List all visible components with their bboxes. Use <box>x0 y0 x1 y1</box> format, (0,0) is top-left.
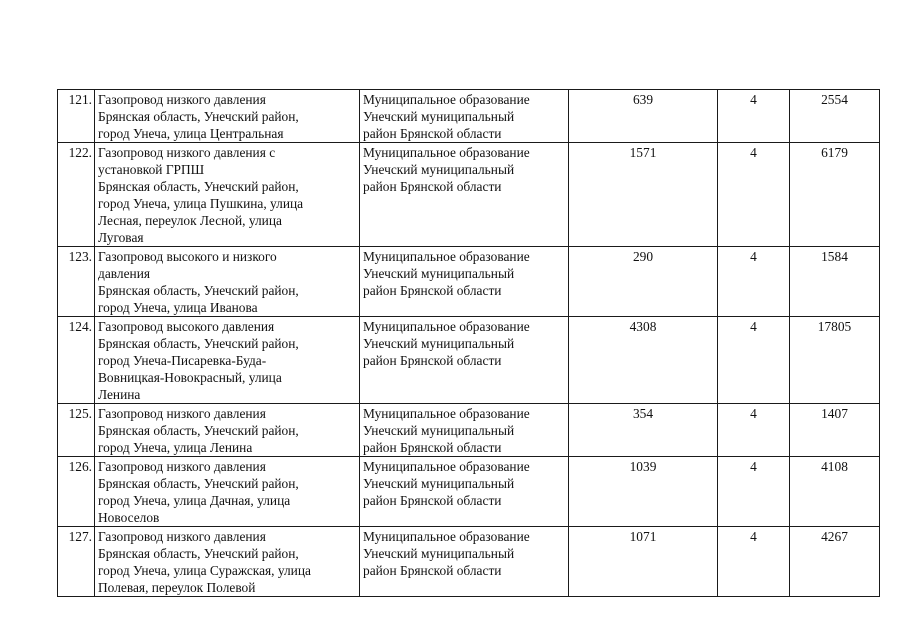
row-number: 121. <box>58 90 95 143</box>
length-value: 4308 <box>569 317 718 404</box>
row-number: 126. <box>58 457 95 527</box>
amount-value: 4267 <box>790 527 880 597</box>
table-row <box>58 317 880 404</box>
object-name: Газопровод низкого давления Брянская область, Унечский район, город Унеча, улица Суражская, улица Полевая, переулок Полевой <box>95 527 360 597</box>
table-row <box>58 247 880 317</box>
object-name: Газопровод низкого давления с установкой ГРПШ Брянская область, Унечский район, город Унеча, улица Пушкина, улица Лесная, переулок Лесной, улица Луговая <box>95 143 360 247</box>
length-value: 1039 <box>569 457 718 527</box>
object-name: Газопровод высокого давления Брянская область, Унечский район, город Унеча-Писаревка-Буда- Вовницкая-Новокрасный, улица Ленина <box>95 317 360 404</box>
count-value: 4 <box>718 404 790 457</box>
amount-value: 1407 <box>790 404 880 457</box>
count-value: 4 <box>718 90 790 143</box>
row-number: 125. <box>58 404 95 457</box>
amount-value: 1584 <box>790 247 880 317</box>
table-row <box>58 527 880 597</box>
table-row <box>58 404 880 457</box>
amount-value: 17805 <box>790 317 880 404</box>
owner: Муниципальное образование Унечский муниципальный район Брянской области <box>360 247 569 317</box>
row-number: 122. <box>58 143 95 247</box>
row-number: 123. <box>58 247 95 317</box>
length-value: 1571 <box>569 143 718 247</box>
owner: Муниципальное образование Унечский муниципальный район Брянской области <box>360 317 569 404</box>
owner: Муниципальное образование Унечский муниципальный район Брянской области <box>360 90 569 143</box>
length-value: 639 <box>569 90 718 143</box>
length-value: 1071 <box>569 527 718 597</box>
amount-value: 2554 <box>790 90 880 143</box>
count-value: 4 <box>718 143 790 247</box>
count-value: 4 <box>718 247 790 317</box>
count-value: 4 <box>718 457 790 527</box>
object-name: Газопровод низкого давления Брянская область, Унечский район, город Унеча, улица Центральная <box>95 90 360 143</box>
amount-value: 4108 <box>790 457 880 527</box>
owner: Муниципальное образование Унечский муниципальный район Брянской области <box>360 404 569 457</box>
length-value: 290 <box>569 247 718 317</box>
amount-value: 6179 <box>790 143 880 247</box>
count-value: 4 <box>718 317 790 404</box>
count-value: 4 <box>718 527 790 597</box>
row-number: 124. <box>58 317 95 404</box>
row-number: 127. <box>58 527 95 597</box>
object-name: Газопровод низкого давления Брянская область, Унечский район, город Унеча, улица Дачная, улица Новоселов <box>95 457 360 527</box>
owner: Муниципальное образование Унечский муниципальный район Брянской области <box>360 457 569 527</box>
object-name: Газопровод низкого давления Брянская область, Унечский район, город Унеча, улица Ленина <box>95 404 360 457</box>
length-value: 354 <box>569 404 718 457</box>
owner: Муниципальное образование Унечский муниципальный район Брянской области <box>360 143 569 247</box>
table-row <box>58 90 880 143</box>
table-row <box>58 457 880 527</box>
gas-pipeline-registry-table <box>57 89 880 597</box>
table-row <box>58 143 880 247</box>
object-name: Газопровод высокого и низкого давления Брянская область, Унечский район, город Унеча, улица Иванова <box>95 247 360 317</box>
owner: Муниципальное образование Унечский муниципальный район Брянской области <box>360 527 569 597</box>
